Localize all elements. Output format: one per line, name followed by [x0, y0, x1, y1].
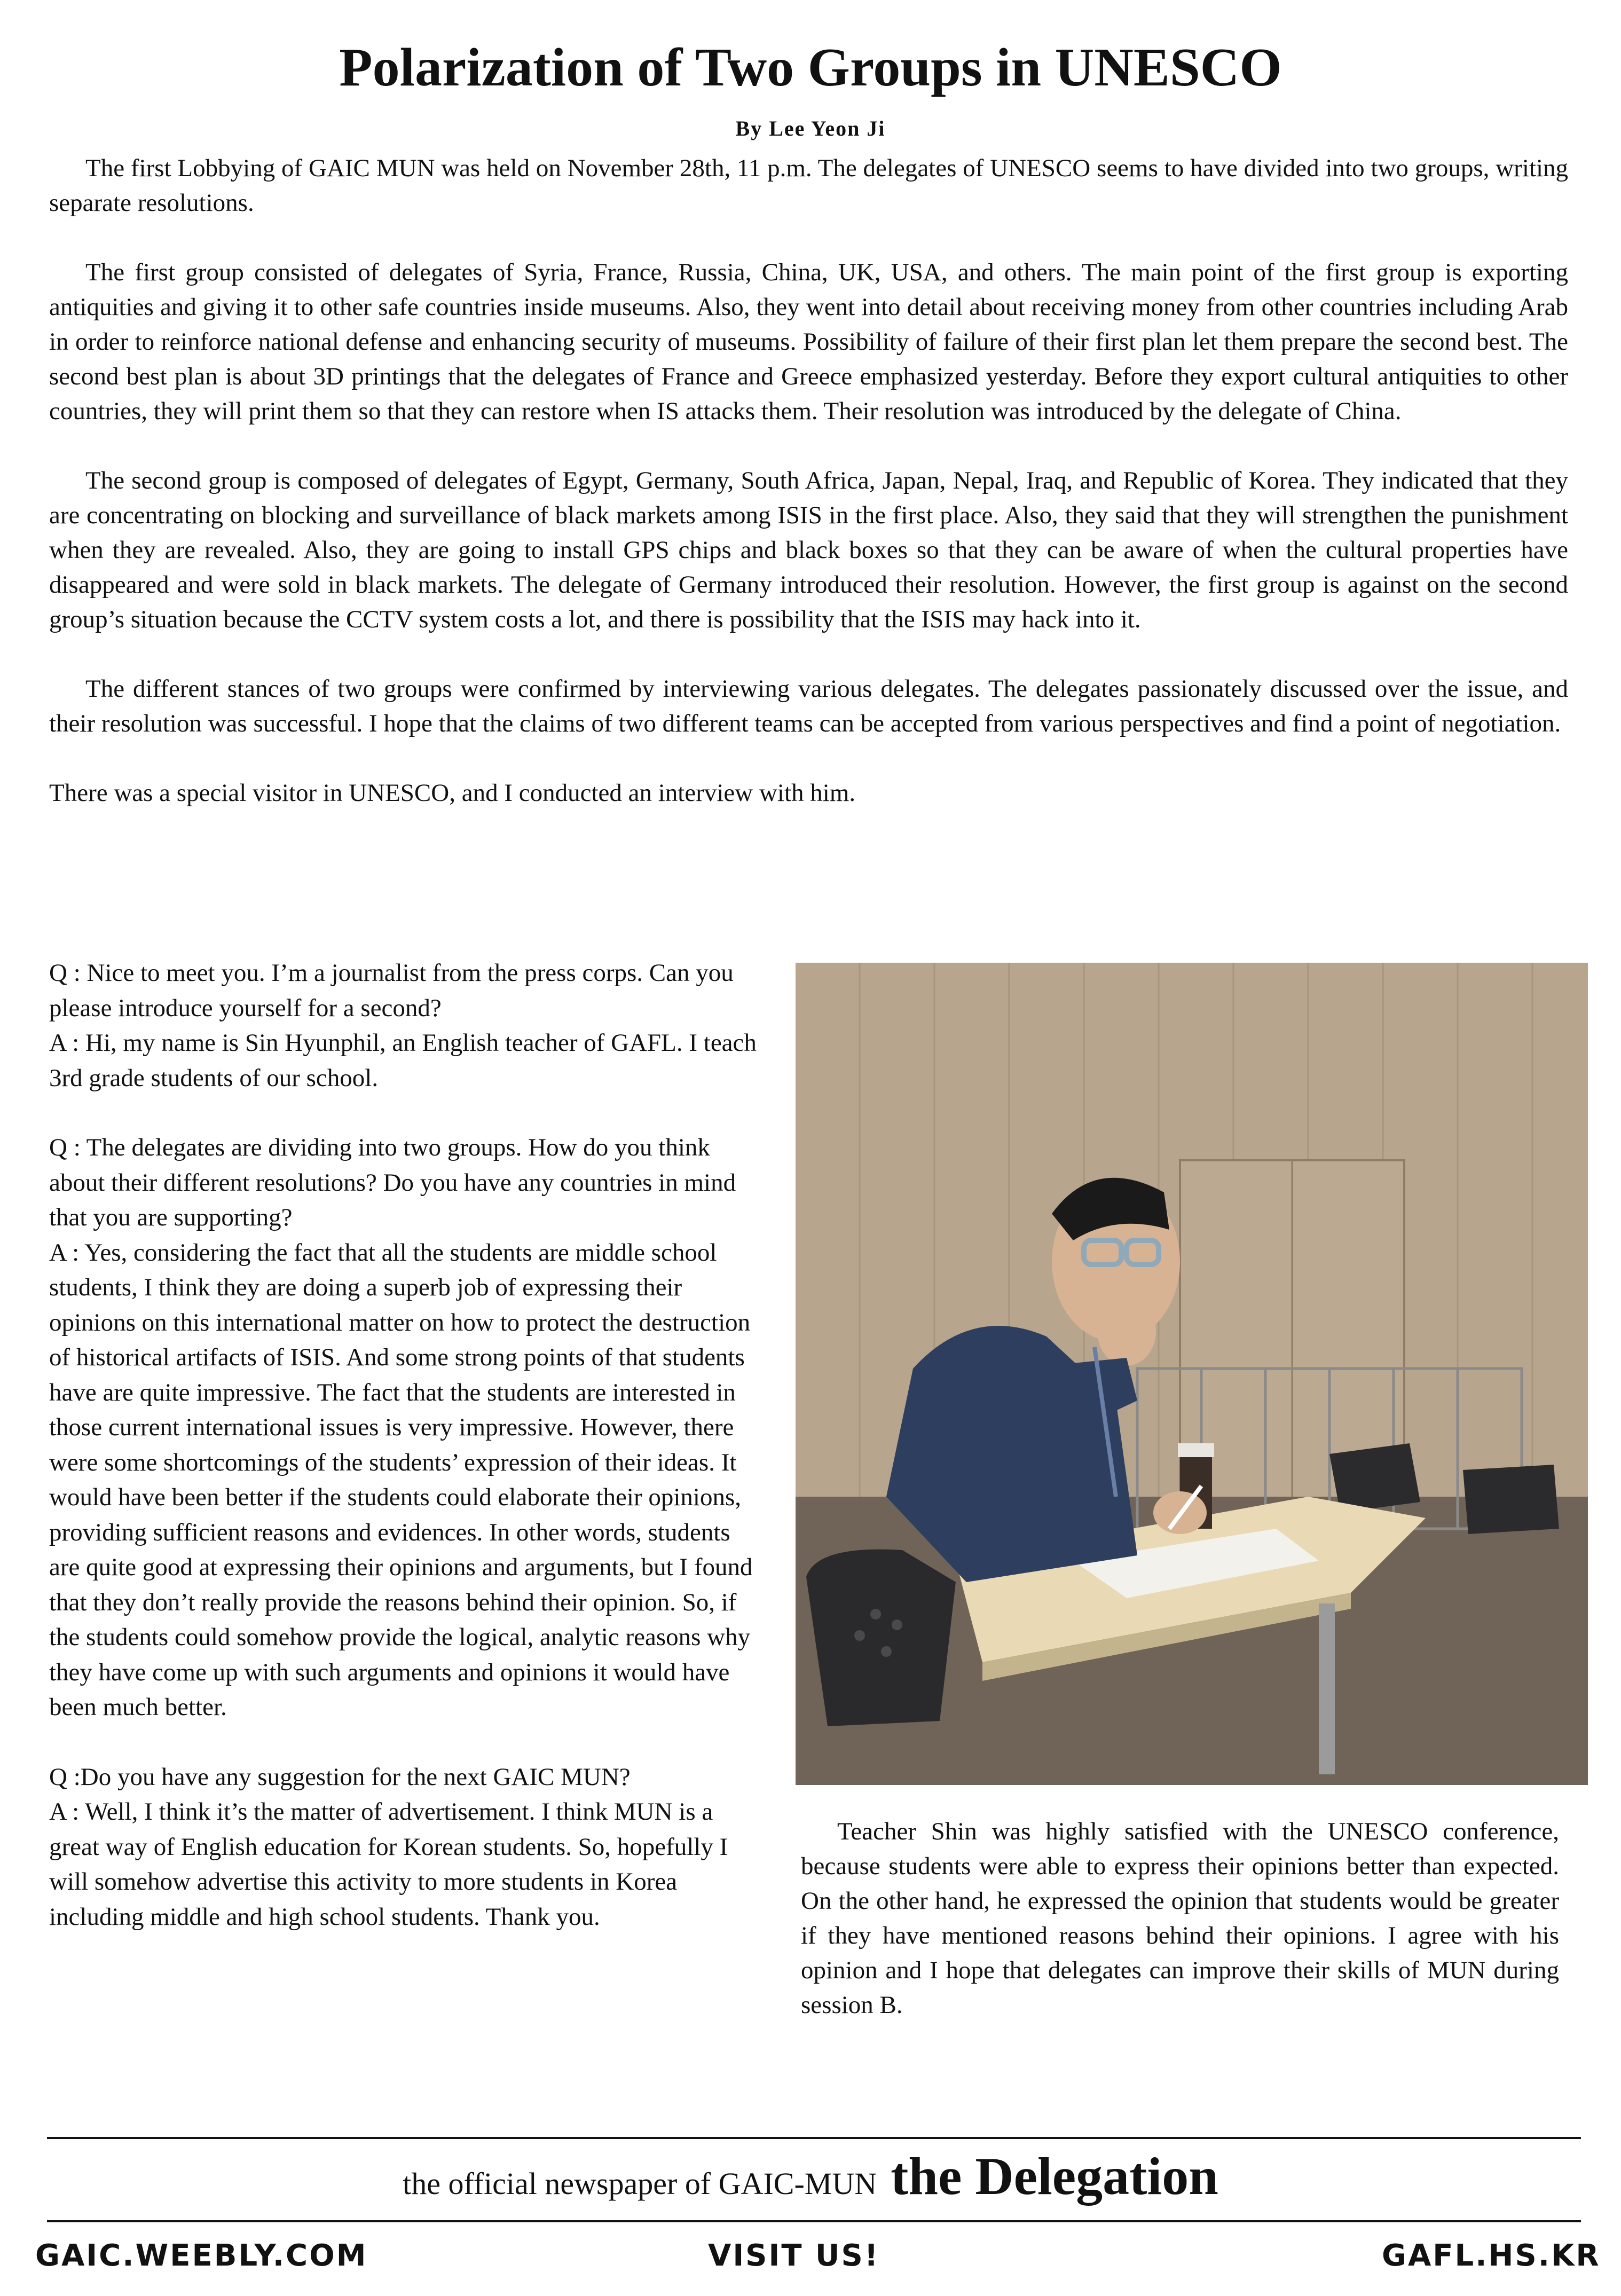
- interview-answer: A : Hi, my name is Sin Hyunphil, an English teacher of GAFL. I teach 3rd grade students of our school.: [49, 1029, 757, 1092]
- footer-rule-bottom: [47, 2220, 1581, 2222]
- link-gafl-website[interactable]: GAFL.HS.KR: [1382, 2238, 1601, 2273]
- link-gaic-website[interactable]: GAIC.WEEBLY.COM: [35, 2238, 368, 2273]
- footer-masthead: [0, 2145, 1621, 2207]
- teacher-photo-illustration: [796, 963, 1588, 1785]
- byline: By Lee Yeon Ji: [735, 116, 886, 140]
- photo-caption: Teacher Shin was highly satisfied with the UNESCO conference, because students were able to express their opinions better than expected. On the other hand, he expressed the opinion that students would be greater if they have mentioned reasons behind their opinions. I agree with his opinion and I hope that delegates can improve their skills of MUN during session B.: [801, 1818, 1559, 2019]
- article-title: Polarization of Two Groups in UNESCO: [339, 37, 1282, 98]
- interview-item: [49, 956, 765, 1096]
- footer-rule-top: [47, 2137, 1581, 2139]
- interview-item: [49, 1760, 765, 1935]
- article-paragraph: The different stances of two groups were confirmed by interviewing various delegates. The delegates passionately discussed over the issue, and their resolution was successful. I hope that the claims of two different teams can be accepted from various perspectives and find a point of negotiation.: [49, 675, 1568, 737]
- article-body: [49, 151, 1568, 845]
- footer-links: [0, 2238, 1621, 2281]
- visitor-intro: There was a special visitor in UNESCO, and I conducted an interview with him.: [49, 779, 856, 807]
- interview-question: Q : Nice to meet you. I’m a journalist from the press corps. Can you please introduce yourself for a second?: [49, 959, 734, 1022]
- article-paragraph: The first group consisted of delegates of Syria, France, Russia, China, UK, USA, and others. The main point of the first group is exporting antiquities and giving it to other safe countries inside museums. Also, they went into detail about receiving money from other countries including Arab in order to reinforce national defense and enhancing security of museums. Possibility of failure of their first plan let them prepare the second best. The second best plan is about 3D printings that the delegates of France and Greece emphasized yesterday. Before they export cultural antiquities to other countries, they will print them so that they can restore when IS attacks them. Their resolution was introduced by the delegate of China.: [49, 258, 1568, 425]
- interview-question: Q : The delegates are dividing into two groups. How do you think about their different resolutions? Do you have any countries in mind that you are supporting?: [49, 1134, 736, 1231]
- interview-column: [49, 956, 765, 1969]
- footer-tagline-text: the official newspaper of GAIC-MUN: [403, 2166, 877, 2201]
- article-paragraph: The first Lobbying of GAIC MUN was held on November 28th, 11 p.m. The delegates of UNESCO seems to have divided into two groups, writing separate resolutions.: [49, 154, 1568, 217]
- interview-answer: A : Yes, considering the fact that all the students are middle school students, I think they are doing a superb job of expressing their opinions on this international matter on how to protect the destruction of historical artifacts of ISIS. And some strong points of that students have are quite impressive. The fact that the students are interested in those current international issues is very impressive. However, there were some shortcomings of the students’ expression of their ideas. It would have been better if the students could elaborate their opinions, providing sufficient reasons and evidences. In other words, students are quite good at expressing their opinions and arguments, but I found that they don’t really provide the reasons behind their opinion. So, if the students could somehow provide the logical, analytic reasons why they have come up with such arguments and opinions it would have been much better.: [49, 1238, 753, 1721]
- interview-photo: [796, 963, 1588, 1785]
- interview-question: Q :Do you have any suggestion for the next GAIC MUN?: [49, 1763, 631, 1791]
- interview-answer: A : Well, I think it’s the matter of advertisement. I think MUN is a great way of English education for Korean students. So, hopefully I will somehow advertise this activity to more students in Korea including middle and high school students. Thank you.: [49, 1798, 728, 1931]
- interview-item: [49, 1130, 765, 1725]
- masthead-logo: the Delegation: [891, 2146, 1218, 2206]
- article-paragraph: The second group is composed of delegates of Egypt, Germany, South Africa, Japan, Nepal, Iraq, and Republic of Korea. They indicated that they are concentrating on blocking and surveillance of black markets among ISIS in the first place. Also, they said that they will strengthen the punishment when they are revealed. Also, they are going to install GPS chips and black boxes so that they can be aware of when the cultural properties have disappeared and were sold in black markets. The delegate of Germany introduced their resolution. However, the first group is against on the second group’s situation because the CCTV system costs a lot, and there is possibility that the ISIS may hack into it.: [49, 467, 1568, 633]
- link-visit-us[interactable]: VISIT US!: [708, 2238, 880, 2273]
